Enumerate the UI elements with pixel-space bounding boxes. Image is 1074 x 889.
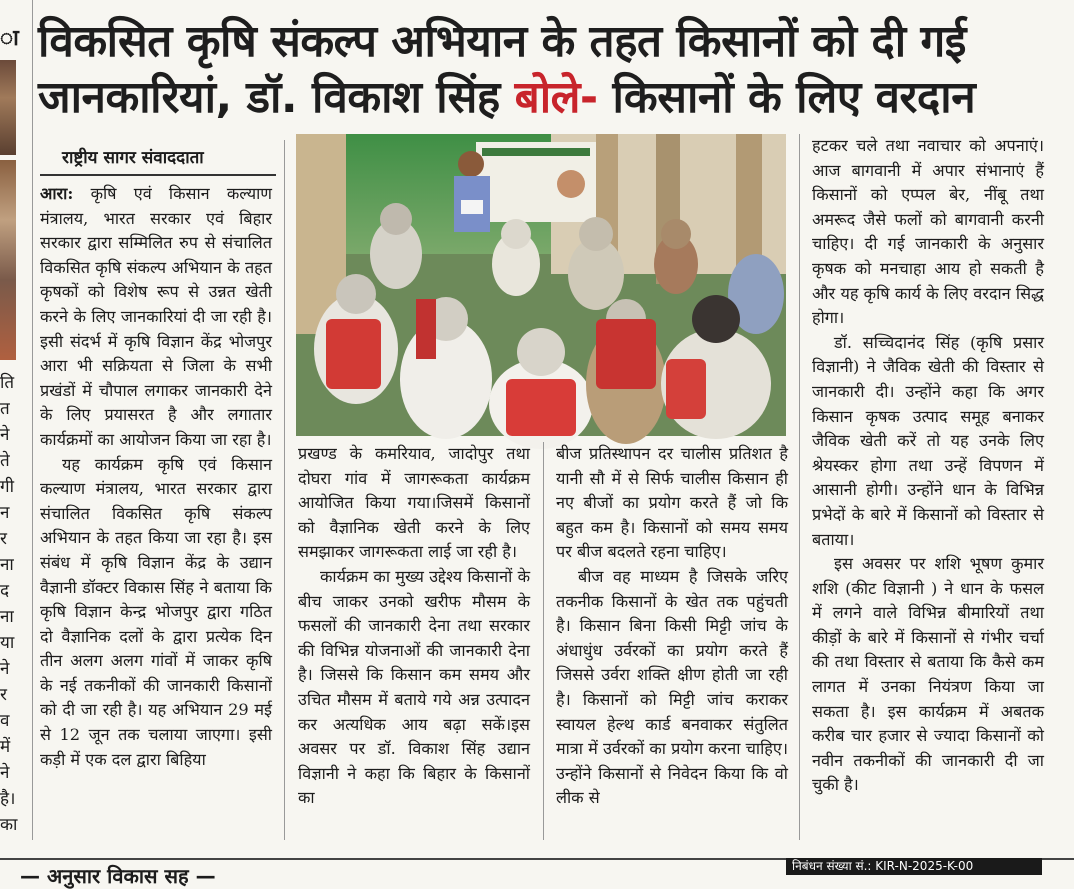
article-column-1 xyxy=(40,182,272,772)
next-article-teaser: — अनुसार विकास सह — xyxy=(20,864,216,888)
article-column-3 xyxy=(556,442,788,811)
adjacent-article-strip xyxy=(0,0,30,875)
fragment-line: ने xyxy=(0,659,10,679)
headline-line-2-start: जानकारियां, डॉ. विकाश सिंह xyxy=(38,72,515,123)
col2-paragraph-2: कार्यक्रम का मुख्य उद्देश्य किसानों के बीच जाकर उनको खरीफ मौसम के फसलों की जानकारी देना तथा सरकार की विभिन्न योजनाओं की जानकारी देना है। जिससे कि किसान कम समय और उचित मौसम में बताये गये अन्न उत्पादन कर अत्यधिक आय बढ़ा सकें।इस अवसर पर डॉ. विकाश सिंह उद्यान विज्ञानी ने कहा कि बिहार के किसानों का xyxy=(298,566,530,808)
col4-paragraph-2: डॉ. सच्चिदानंद सिंह (कृषि प्रसार विज्ञानी) ने जैविक खेती की विस्तार से जानकारी दी। उन्होंने कहा कि अगर किसान कृषक उत्पाद समूह बनाकर जैविक खेती करें तो यह उनके लिए श्रेयस्कर होगा तथा उन्हें विपणन में आसानी होगी। उन्होंने धान के विभिन्न प्रभेदों के बारे में किसानों को विस्तार से बताया। xyxy=(812,332,1044,549)
fragment-line: ति xyxy=(0,373,15,393)
fragment-line: गी xyxy=(0,477,14,497)
fragment-line: ना xyxy=(0,555,14,575)
fragment-line: है। xyxy=(0,789,16,809)
col1-paragraph-1: कृषि एवं किसान कल्याण मंत्रालय, भारत सरकार एवं बिहार सरकार द्वारा सम्मिलित रुप से संचालित विकसित कृषि संकल्प अभियान के तहत कृषकों को विशेष रूप से उन्नत खेती करने के लिए जानकारियां दी जा रही है। इसी संदर्भ में कृषि विज्ञान केंद्र भोजपुर आरा भी सक्रियता से जिला के सभी प्रखंडों में चौपाल लगाकर जानकारी देने के लिए प्रयासरत है और लगातार कार्यक्रमों का आयोजन किया जा रहा है। xyxy=(40,184,272,449)
article-photo xyxy=(296,134,786,436)
column-divider xyxy=(543,442,544,840)
col1-paragraph-2: यह कार्यक्रम कृषि एवं किसान कल्याण मंत्रालय, भारत सरकार द्वारा संचालित विकसित कृषि संकल्प अभियान के तहत किया जा रहा है। इस संबंध में कृषि विज्ञान केंद्र के उद्यान वैज्ञानी डॉक्टर विकास सिंह ने बताया कि कृषि विज्ञान केन्द्र भोजपुर द्वारा गठित दो वैज्ञानिक दलों के द्वारा प्रत्येक दिन तीन अलग अलग गांवों में जाकर कृषि के नई तकनीकों की जानकारी किसानों को दी जा रही है। यह अभियान 29 मई से 12 जून तक चलाया जाएगा। इसी कड़ी में एक दल द्वारा बिहिया xyxy=(40,454,272,769)
column-divider xyxy=(284,140,285,840)
fragment-line: ने xyxy=(0,763,10,783)
adjacent-headline-fragment: ा xyxy=(0,26,19,51)
column-divider xyxy=(32,0,33,840)
adjacent-text-fragments xyxy=(0,370,24,838)
byline-underline xyxy=(40,174,276,176)
byline: राष्ट्रीय सागर संवाददाता xyxy=(62,148,204,168)
col2-paragraph-1: प्रखण्ड के कमरियाव, जादोपुर तथा दोघरा गांव में जागरूकता कार्यक्रम आयोजित किया गया।जिसमें किसानों को वैज्ञानिक खेती करने के लिए समझाकर जागरूकता लाई जा रही है। xyxy=(298,444,530,562)
article-headline xyxy=(38,14,1068,126)
article-column-2 xyxy=(298,442,530,811)
col3-paragraph-2: बीज वह माध्यम है जिसके जरिए तकनीक किसानों के खेत तक पहुंचती है। किसान बिना किसी मिट्टी जांच के अंधाधुंध उर्वरकों का प्रयोग करते हैं जिससे उर्वरा शक्ति क्षीण होती जा रही है। किसानों को मिट्टी जांच कराकर स्वायल हेल्थ कार्ड बनवाकर संतुलित मात्रा में उर्वरकों का प्रयोग करना चाहिए। उन्होंने किसानों से निवेदन किया कि वो लीक से xyxy=(556,566,788,808)
headline-accent: बोले- xyxy=(514,72,598,123)
adjacent-photo-bottom xyxy=(0,160,16,360)
headline-line-1: विकसित कृषि संकल्प अभियान के तहत किसानों को दी गई xyxy=(38,16,966,67)
fragment-line: त xyxy=(0,399,10,419)
adjacent-photo-top xyxy=(0,60,16,155)
fragment-line: व xyxy=(0,711,10,731)
fragment-line: का xyxy=(0,815,18,835)
farmers-meeting-photo xyxy=(296,134,786,436)
fragment-line: ना xyxy=(0,607,14,627)
headline-line-2-end: किसानों के लिए वरदान xyxy=(597,72,976,123)
article-column-4 xyxy=(812,134,1044,798)
dateline: आरा: xyxy=(40,184,74,203)
fragment-line: र xyxy=(0,685,7,705)
col4-paragraph-1: हटकर चले तथा नवाचार को अपनाएं। आज बागवानी में अपार संभानाएं हैं किसानों को एप्पल बेर, नींबू तथा अमरूद जैसे फलों को बागवानी करनी चाहिए। दी गई जानकारी के अनुसार कृषक को मनचाहा आय हो सकती है और यह कृषि कार्य के लिए वरदान सिद्ध होगा। xyxy=(812,136,1044,328)
column-divider xyxy=(799,134,800,840)
fragment-line: या xyxy=(0,633,15,653)
fragment-line: द xyxy=(0,581,10,601)
fragment-line: न xyxy=(0,503,10,523)
fragment-line: में xyxy=(0,737,11,757)
col3-paragraph-1: बीज प्रतिस्थापन दर चालीस प्रतिशत है यानी सौ में से सिर्फ चालीस किसान ही नए बीजों का प्रयोग करते हैं जो कि बहुत कम है। किसानों को समय समय पर बीज बदलते रहना चाहिए। xyxy=(556,444,788,562)
col4-paragraph-3: इस अवसर पर शशि भूषण कुमार शशि (कीट विज्ञानी ) ने धान के फसल में लगने वाले विभिन्न बीमारियों तथा कीड़ों के बारे में किसानों से गंभीर चर्चा की तथा विस्तार से बताया कि कैसे कम लागत में उनका नियंत्रण किया जा सकता है। इस कार्यक्रम में अबतक करीब चार हजार से ज्यादा किसानों को नवीन तकनीकों की जानकारी दी जा चुकी है। xyxy=(812,554,1044,795)
fragment-line: र xyxy=(0,529,7,549)
fragment-line: ते xyxy=(0,451,10,471)
fragment-line: ने xyxy=(0,425,10,445)
registration-box: निबंधन संख्या सं.: KIR-N-2025-K-00 xyxy=(786,858,1042,875)
